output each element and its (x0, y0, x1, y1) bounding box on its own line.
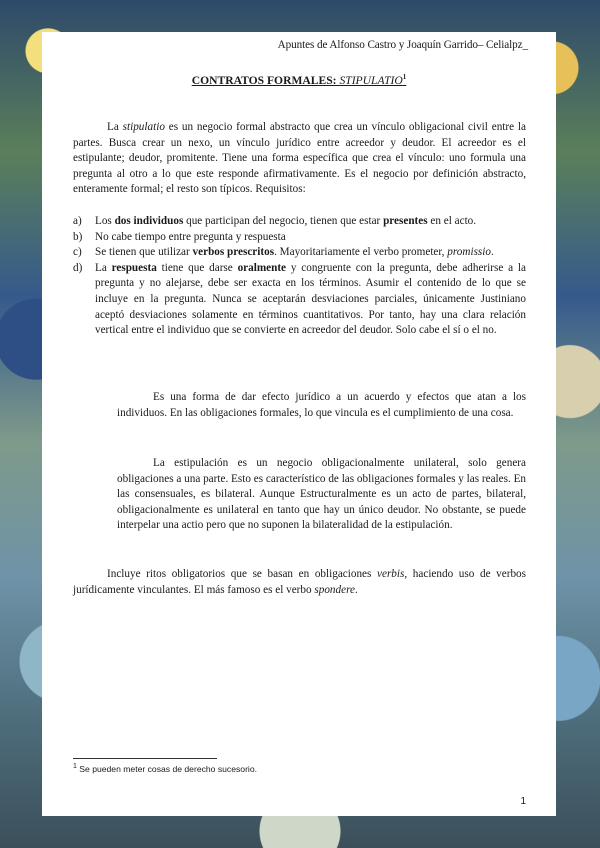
paragraph-effects: Es una forma de dar efecto jurídico a un acuerdo y efectos que atan a los individuos. En las obligaciones formales, lo que vincula es el cumplimiento de una cosa. (117, 391, 526, 419)
page-header: Apuntes de Alfonso Castro y Joaquín Garrido– Celialpz_ (277, 39, 528, 51)
paragraph-rites: Incluye ritos obligatorios que se basan en obligaciones verbis, haciendo uso de verbos jurídicamente vinculantes. El más famoso es el verbo spondere. (73, 568, 526, 596)
list-item (73, 261, 526, 339)
list-item (73, 214, 526, 230)
list-item-text: Se tienen que utilizar verbos prescritos. Mayoritariamente el verbo prometer, promissio. (95, 246, 494, 259)
list-letter: a) (73, 215, 82, 227)
requirements-list (73, 214, 526, 339)
list-item (73, 230, 526, 246)
footnote-divider (73, 758, 217, 759)
footnote-text: Se pueden meter cosas de derecho sucesorio. (76, 763, 258, 774)
page-number: 1 (520, 796, 526, 807)
paragraph-unilateral: La estipulación es un negocio obligacionalmente unilateral, solo genera obligaciones a una parte. Esto es característico de las obligaciones formales y las reales. En las consensuales, es bilateral. Aunque Estructuralmente es un acto de partes, bilateral, obligacionalmente es unilateral en tanto que hay un único deudor. No obstante, se puede interpelar una actio pero que no suponen la bilateralidad de la estipulación. (117, 457, 526, 532)
title-latin: STIPULATIO (339, 73, 403, 87)
p1-italic: stipulatio (122, 121, 165, 133)
footnote-mark: 1 (73, 763, 77, 770)
document-page (42, 32, 556, 816)
list-item (73, 245, 526, 261)
list-item-text: No cabe tiempo entre pregunta y respuesta (95, 230, 286, 243)
document-title (42, 73, 556, 87)
p1-rest: es un negocio formal abstracto que crea un vínculo obligacional civil entre la partes. Busca crear un nexo, un vínculo jurídico entre acreedor y deudor. El acreedor es el estipulante; deudor, promitente. Tiene una forma específica que crea el vínculo: uno formula una pregunta al otro a lo que este responde afirmativamente. Es el negocio por definición abstracto, enteramente formal; el resto son típicos. Requisitos: (73, 121, 526, 196)
list-item-text: Los dos individuos que participan del negocio, tienen que estar presentes en el acto. (95, 215, 477, 227)
list-letter: b) (73, 230, 83, 243)
title-prefix: CONTRATOS FORMALES: (191, 73, 337, 87)
list-letter: d) (73, 261, 83, 274)
list-item-text: La respuesta tiene que darse oralmente y congruente con la pregunta, debe adherirse a la pregunta y no alejarse, debe ser exacta en los términos. Asumir el contenido de lo que se incluye en la pregunta. Nunca se aceptarán desviaciones parciales, únicamente Justiniano aceptó desviaciones solamente en términos cuantitativos. Por tanto, hay una clara relación vertical entre el individuo que se convierte en acreedor del deudor. Solo cabe el sí o el no. (95, 261, 526, 337)
footnote (73, 763, 257, 774)
paragraph-intro (73, 120, 526, 198)
p1-pre: La (107, 121, 123, 133)
list-letter: c) (73, 246, 82, 259)
title-footnote-mark: 1 (402, 73, 407, 81)
